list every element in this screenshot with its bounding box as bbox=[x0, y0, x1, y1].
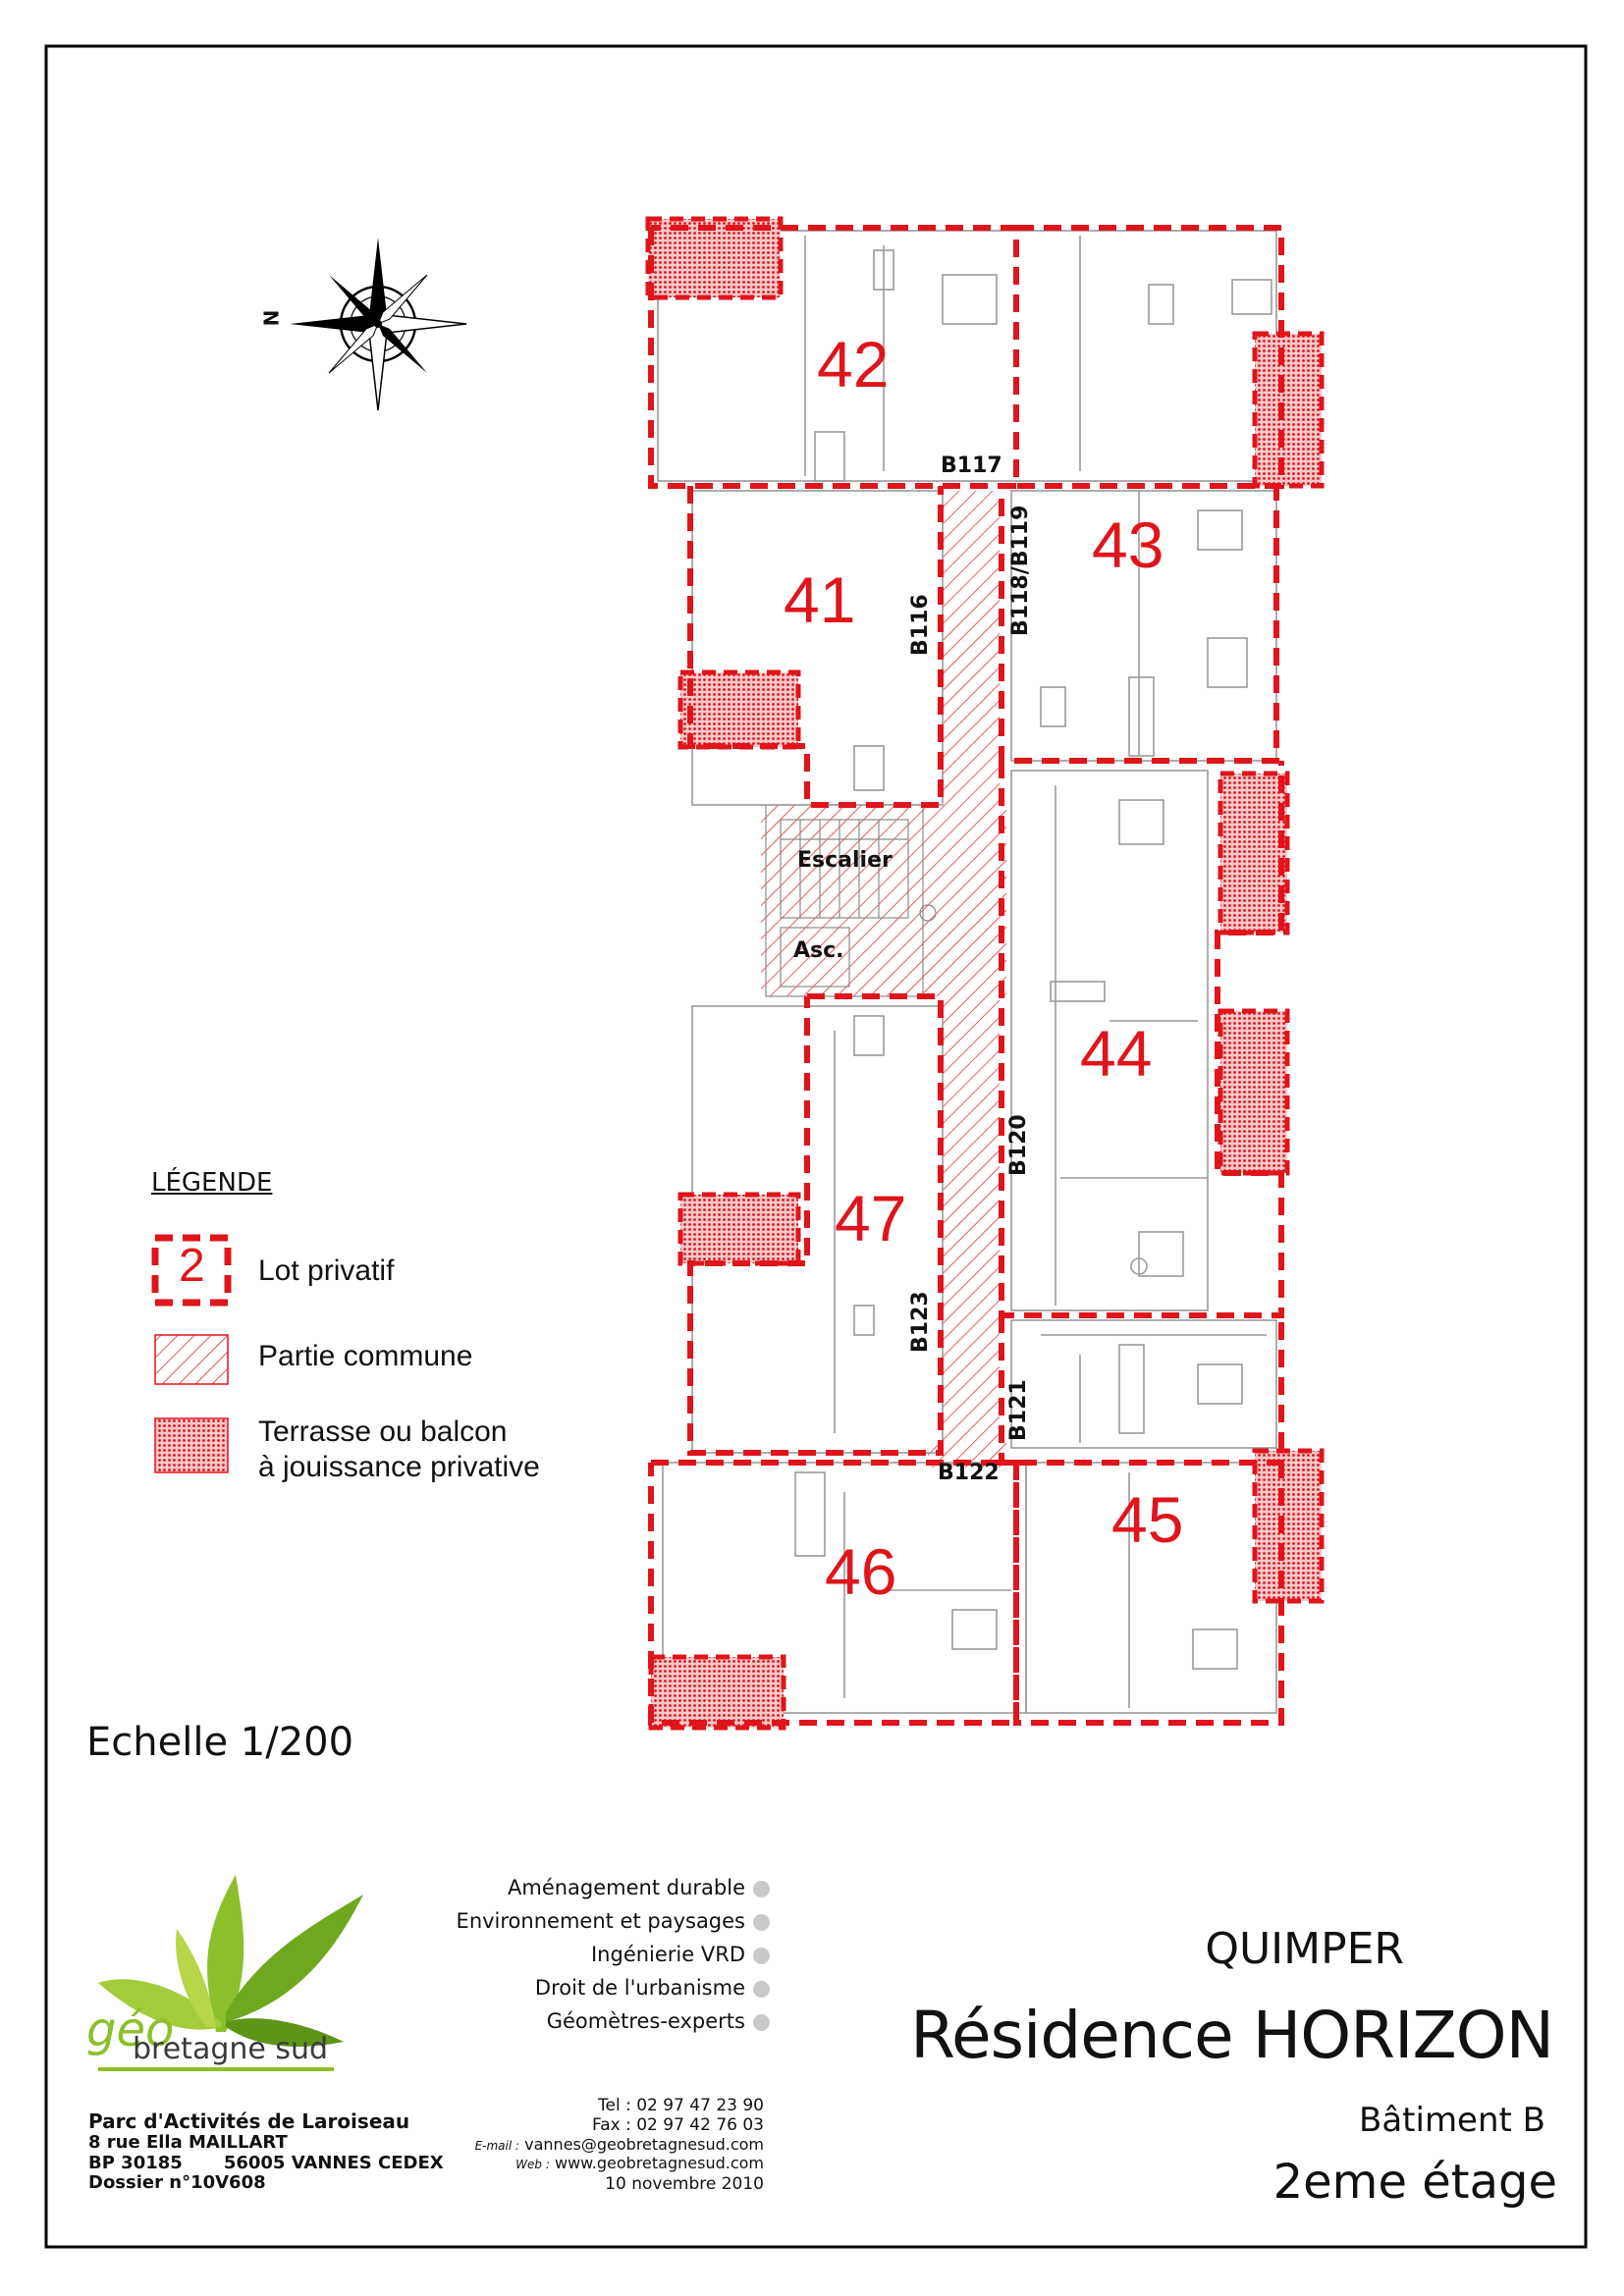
issue-date: 10 novembre 2010 bbox=[605, 2174, 764, 2194]
swatch-common-area bbox=[155, 1335, 228, 1384]
service-item: Ingénierie VRD bbox=[357, 1943, 770, 1966]
legend-lot-symbol: 2 bbox=[179, 1240, 205, 1292]
compass-rose bbox=[290, 238, 466, 410]
common-corridor bbox=[761, 491, 1006, 1468]
elevator-label: Asc. bbox=[793, 938, 844, 963]
lot-number-46: 46 bbox=[825, 1535, 897, 1608]
lot-number-43: 43 bbox=[1092, 508, 1164, 581]
dossier-number: Dossier n°10V608 bbox=[88, 2172, 266, 2194]
contact-fax: Fax : 02 97 42 76 03 bbox=[591, 2115, 764, 2135]
code-b123: B123 bbox=[908, 1291, 933, 1353]
title-floor: 2eme étage bbox=[1272, 2155, 1557, 2210]
logo-word-bretagne-sud: bretagne sud bbox=[133, 2032, 329, 2066]
postal-line: BP 30185 56005 VANNES CEDEX bbox=[88, 2152, 444, 2173]
address-line: Parc d'Activités de Laroiseau bbox=[88, 2109, 410, 2133]
legend-label-terrace-line1: Terrasse ou balcon bbox=[258, 1415, 508, 1448]
service-item: Géomètres-experts bbox=[357, 2009, 770, 2033]
bullet-dot bbox=[753, 2014, 770, 2031]
contact-web: Web : www.geobretagnesud.com bbox=[515, 2154, 764, 2172]
logo-word-geo: géo bbox=[86, 2002, 175, 2057]
lot-number-47: 47 bbox=[835, 1182, 907, 1255]
contact-email: E-mail : vannes@geobretagnesud.com bbox=[474, 2135, 764, 2154]
code-b118-b119: B118/B119 bbox=[1008, 505, 1033, 636]
company-address bbox=[88, 2110, 444, 2194]
service-item: Environnement et paysages bbox=[357, 1909, 770, 1933]
lot-number-42: 42 bbox=[817, 328, 890, 400]
compass-north-label: N bbox=[259, 309, 284, 327]
service-item: Aménagement durable bbox=[357, 1876, 770, 1899]
code-b116: B116 bbox=[908, 594, 933, 656]
service-item: Droit de l'urbanisme bbox=[357, 1976, 770, 2000]
code-b122: B122 bbox=[938, 1461, 1000, 1485]
bullet-dot bbox=[753, 1914, 770, 1931]
swatch-private-terrace bbox=[155, 1418, 228, 1472]
web-link[interactable]: www.geobretagnesud.com bbox=[555, 2154, 764, 2172]
scale-label: Echelle 1/200 bbox=[86, 1720, 354, 1765]
title-city: QUIMPER bbox=[1205, 1924, 1404, 1974]
code-b120: B120 bbox=[1006, 1114, 1031, 1176]
legend-title: LÉGENDE bbox=[151, 1168, 273, 1198]
email-link[interactable]: vannes@geobretagnesud.com bbox=[524, 2135, 764, 2154]
logo-underline bbox=[98, 2067, 334, 2071]
legend-label-terrace-line2: à jouissance privative bbox=[258, 1451, 540, 1483]
services-list bbox=[357, 1876, 770, 2033]
stairs-label: Escalier bbox=[797, 848, 893, 873]
title-building: Bâtiment B bbox=[1359, 2101, 1545, 2140]
bullet-dot bbox=[753, 1981, 770, 1998]
bullet-dot bbox=[753, 1881, 770, 1897]
legend-label-common-area: Partie commune bbox=[258, 1340, 473, 1372]
title-residence: Résidence HORIZON bbox=[910, 1998, 1553, 2073]
company-contact bbox=[452, 2096, 764, 2194]
code-b121: B121 bbox=[1006, 1379, 1031, 1441]
contact-tel: Tel : 02 97 47 23 90 bbox=[598, 2096, 764, 2115]
lot-number-44: 44 bbox=[1080, 1017, 1153, 1090]
bullet-dot bbox=[753, 1948, 770, 1964]
lot-number-45: 45 bbox=[1111, 1483, 1184, 1556]
lot-number-41: 41 bbox=[784, 563, 856, 636]
legend-label-private-lot: Lot privatif bbox=[258, 1255, 395, 1287]
code-b117: B117 bbox=[941, 454, 1002, 478]
address-line: 8 rue Ella MAILLART bbox=[88, 2132, 288, 2153]
